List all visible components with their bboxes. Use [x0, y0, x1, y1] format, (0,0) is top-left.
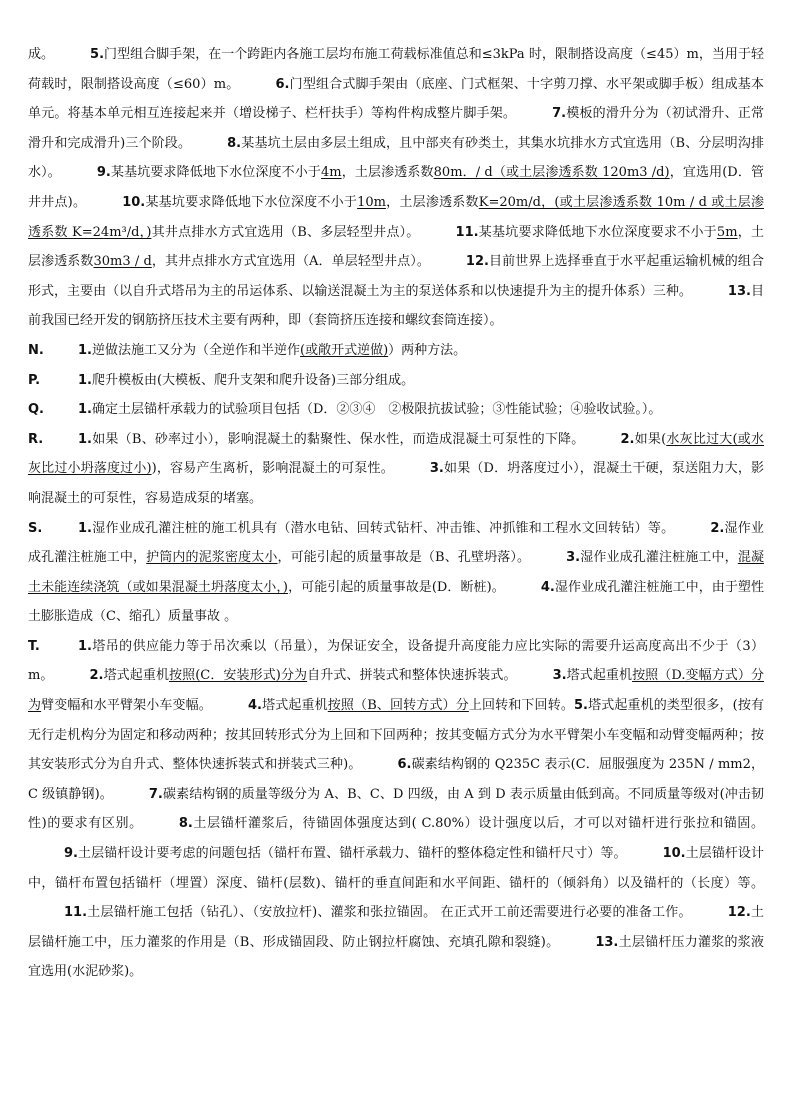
underlined-text: (或敞开式逆做) [300, 342, 389, 358]
section-letter: T. [28, 638, 40, 654]
section-r [28, 425, 764, 514]
item-number: 12. [465, 254, 489, 270]
body-text: 土层锚杆压力灌浆的浆液宜选用(水泥砂浆)。 [28, 934, 764, 980]
item-number: 10. [122, 194, 146, 210]
underlined-text: 5m [716, 224, 738, 240]
body-text: 确定土层锚杆承载力的试验项目包括（D．②③④ ②极限抗拔试验；③性能试验；④验收试验。）。 [91, 402, 662, 418]
body-text: 门型组合式脚手架由（底座、门式框架、十字剪刀撑、水平架或脚手板）组成基本单元。将基本单元相互连接起来并（增设梯子、栏杆扶手）等构件构成整片脚手架。 [28, 76, 764, 122]
body-text: 模板的滑升分为（初试滑升、正常滑升和完成滑升)三个阶段。 [28, 106, 764, 151]
item-number: 3. [566, 550, 581, 566]
body-text: 湿作业成孔灌注桩施工中， [28, 520, 764, 566]
underlined-text: 4m [321, 165, 342, 181]
body-text: 塔式起重机 [103, 668, 170, 684]
body-text: 成。 [28, 47, 55, 62]
section-letter: S. [28, 520, 43, 536]
section-n [28, 336, 764, 366]
section-letter: R. [28, 431, 44, 447]
body-text: 湿作业成孔灌注桩施工中， [580, 550, 738, 566]
body-text: 土层锚杆施工中，压力灌浆的作用是（B、形成锚固段、防止钢拉杆腐蚀、充填孔隙和裂缝)。 [28, 905, 764, 950]
underlined-text: 混凝土未能连续浇筑（或如果混凝土坍落度太小，) [28, 550, 764, 595]
body-text: 湿作业成孔灌注桩施工中，由于塑性土膨胀造成（C、缩孔）质量事故 。 [28, 579, 764, 625]
body-text: 土层锚杆施工包括（钻孔）、（安放拉杆)、灌浆和张拉锚固。 在正式开工前还需要进行必要的准备工作。 [87, 905, 692, 921]
item-number: 13. [727, 283, 751, 299]
underlined-text: 30m3 / d [93, 254, 152, 270]
body-text: 某基坑要求降低地下水位深度不小于 [110, 165, 322, 181]
item-number: 12. [727, 905, 751, 921]
body-text: ，宜选用(D．管井井点)。 [28, 165, 764, 210]
item-number: 3. [429, 461, 444, 477]
body-text: 塔吊的供应能力等于吊次乘以（吊量），为保证安全，设备提升高度能力应比实际的需要升运高度高出不少于（3）m。 [28, 638, 764, 684]
item-number: 1. [78, 638, 92, 654]
body-text: )，容易产生离析，影响混凝土的可泵性。 [151, 461, 394, 477]
item-number: 5. [573, 698, 588, 714]
section-letter: Q. [28, 402, 44, 418]
body-text: 塔式起重机 [566, 668, 633, 684]
item-number: 11. [455, 224, 479, 240]
item-number: 1. [78, 342, 92, 358]
item-number: 2. [620, 431, 635, 447]
underlined-text: 10m [357, 194, 386, 210]
item-number: 7. [552, 106, 567, 122]
item-number: 1. [78, 431, 92, 447]
section-t [28, 632, 764, 987]
body-text: ，土层渗透系数 [385, 194, 479, 210]
item-number: 8. [178, 816, 193, 832]
body-text: 土层锚杆灌浆后，待锚固体强度达到( C.80%）设计强度以后，才可以对锚杆进行张拉和锚固。 [192, 816, 764, 832]
body-text: 如果（B、砂率过小），影响混凝土的黏聚性、保水性，而造成混凝土可泵性的下降。 [91, 431, 585, 447]
item-number: 4. [247, 698, 262, 714]
section-q [28, 395, 764, 425]
body-text: 臂变幅和水平臂架小车变幅。 [41, 698, 212, 714]
item-number: 2. [89, 668, 104, 684]
body-text: 逆做法施工又分为（全逆作和半逆作 [91, 342, 300, 358]
item-number: 1. [78, 402, 92, 418]
body-text: ）两种方法。 [388, 342, 467, 358]
body-text: 爬升模板由(大模板、爬升支架和爬升设备)三部分组成。 [91, 372, 415, 388]
body-text: 目前我国已经开发的钢筋挤压技术主要有两种，即（套筒挤压连接和螺纹套筒连接）。 [28, 283, 764, 329]
body-text: ，其井点排水方式宜选用（A．单层轻型井点）。 [151, 254, 430, 270]
item-number: 8. [227, 135, 242, 151]
body-text: ，土层渗透系数 [28, 224, 764, 270]
item-number: 3. [552, 668, 567, 684]
body-text: 某基坑土层由多层土组成，且中部夹有砂类土，其集水坑排水方式宜选用（B、分层明沟排水）。 [28, 135, 764, 181]
body-text: 如果( [634, 431, 667, 447]
body-text: ，可能引起的质量事故是(D．断桩)。 [288, 579, 505, 595]
item-number: 11. [64, 905, 88, 921]
section-continued [28, 40, 764, 336]
item-number: 6. [275, 76, 290, 92]
underlined-text: 按照（D.变幅方式）分为 [28, 668, 764, 714]
item-number: 6. [397, 757, 412, 773]
underlined-text: 按照(C．安装形式)分为 [169, 668, 308, 684]
body-text: 塔式起重机 [261, 698, 328, 714]
section-letter: N. [28, 342, 44, 358]
item-number: 9. [96, 165, 111, 181]
item-number: 9. [64, 846, 78, 862]
underlined-text: 80m．/ d（或土层渗透系数 120m3 /d) [433, 165, 670, 181]
body-text: 目前世界上选择垂直于水平起重运输机械的组合形式，主要由（以自升式塔吊为主的吊运体系、以输送混凝土为主的泵送体系和以快速提升为主的提升体系）三种。 [28, 254, 764, 299]
body-text: 土层锚杆设计要考虑的问题包括（锚杆布置、锚杆承载力、锚杆的整体稳定性和锚杆尺寸）等。 [77, 846, 627, 862]
body-text: 碳素结构钢的质量等级分为 A、B、C、D 四级，由 A 到 D 表示质量由低到高。不同质量等级对(冲击韧性)的要求有区别。 [28, 786, 764, 832]
body-text: 某基坑要求降低地下水位深度不小于 [145, 194, 358, 210]
item-number: 1. [78, 520, 92, 536]
body-text: 土层锚杆设计中，锚杆布置包括锚杆（埋置）深度、锚杆(层数)、锚杆的垂直间距和水平间距、锚杆的（倾斜角）以及锚杆的（长度）等。 [28, 846, 764, 891]
body-text: 其井点排水方式宜选用（B、多层轻型井点）。 [151, 224, 420, 240]
underlined-text: 按照（B、回转方式）分 [327, 698, 469, 714]
underlined-text: 水灰比过大(或水灰比过小坍落度过小) [28, 431, 765, 477]
item-number: 1. [78, 372, 92, 388]
body-text: 某基坑要求降低地下水位深度要求不小于 [478, 224, 717, 240]
body-text: 上回转和下回转。 [468, 698, 574, 714]
body-text: 塔式起重机的类型很多，(按有无行走机构分为固定和移动两种；按其回转形式分为上回和下回两种；按其变幅方式分为水平臂架小车变幅和动臂变幅两种；按其安装形式分为自升式、整体快速拆装式和拼装式三种)。 [28, 698, 764, 773]
section-letter: P. [28, 372, 41, 388]
item-number: 5. [90, 47, 105, 62]
section-s [28, 514, 764, 632]
underlined-text: K=20m/d，(或土层渗透系数 10m / d 或土层渗透系数 K=24m³/d，) [28, 194, 764, 240]
item-number: 10. [662, 846, 686, 862]
body-text: 自升式、拼装式和整体快速拆装式。 [307, 668, 517, 684]
body-text: 湿作业成孔灌注桩的施工机具有（潜水电钻、回转式钻杆、冲击锥、冲抓锥和工程水文回转钻）等。 [91, 520, 675, 536]
body-text: ，可能引起的质量事故是（B、孔壁坍落）。 [277, 550, 531, 566]
item-number: 13. [595, 934, 619, 950]
underlined-text: 护筒内的泥浆密度太小 [146, 550, 278, 566]
item-number: 4. [540, 579, 555, 595]
body-text: 门型组合脚手架，在一个跨距内各施工层均布施工荷载标准值总和≤3kPa 时，限制搭设高度（≤45）m，当用于轻荷载时，限制搭设高度（≤60）m。 [28, 47, 764, 92]
body-text: ，土层渗透系数 [341, 165, 434, 181]
body-text: 如果（D．坍落度过小），混凝土干硬，泵送阻力大，影响混凝土的可泵性，容易造成泵的堵塞。 [28, 461, 764, 506]
section-p [28, 366, 764, 396]
item-number: 2. [710, 520, 725, 536]
item-number: 7. [148, 786, 163, 802]
body-text: 碳素结构钢的 Q235C 表示(C．屈服强度为 235N / mm2，C 级镇静钢)。 [28, 757, 764, 802]
